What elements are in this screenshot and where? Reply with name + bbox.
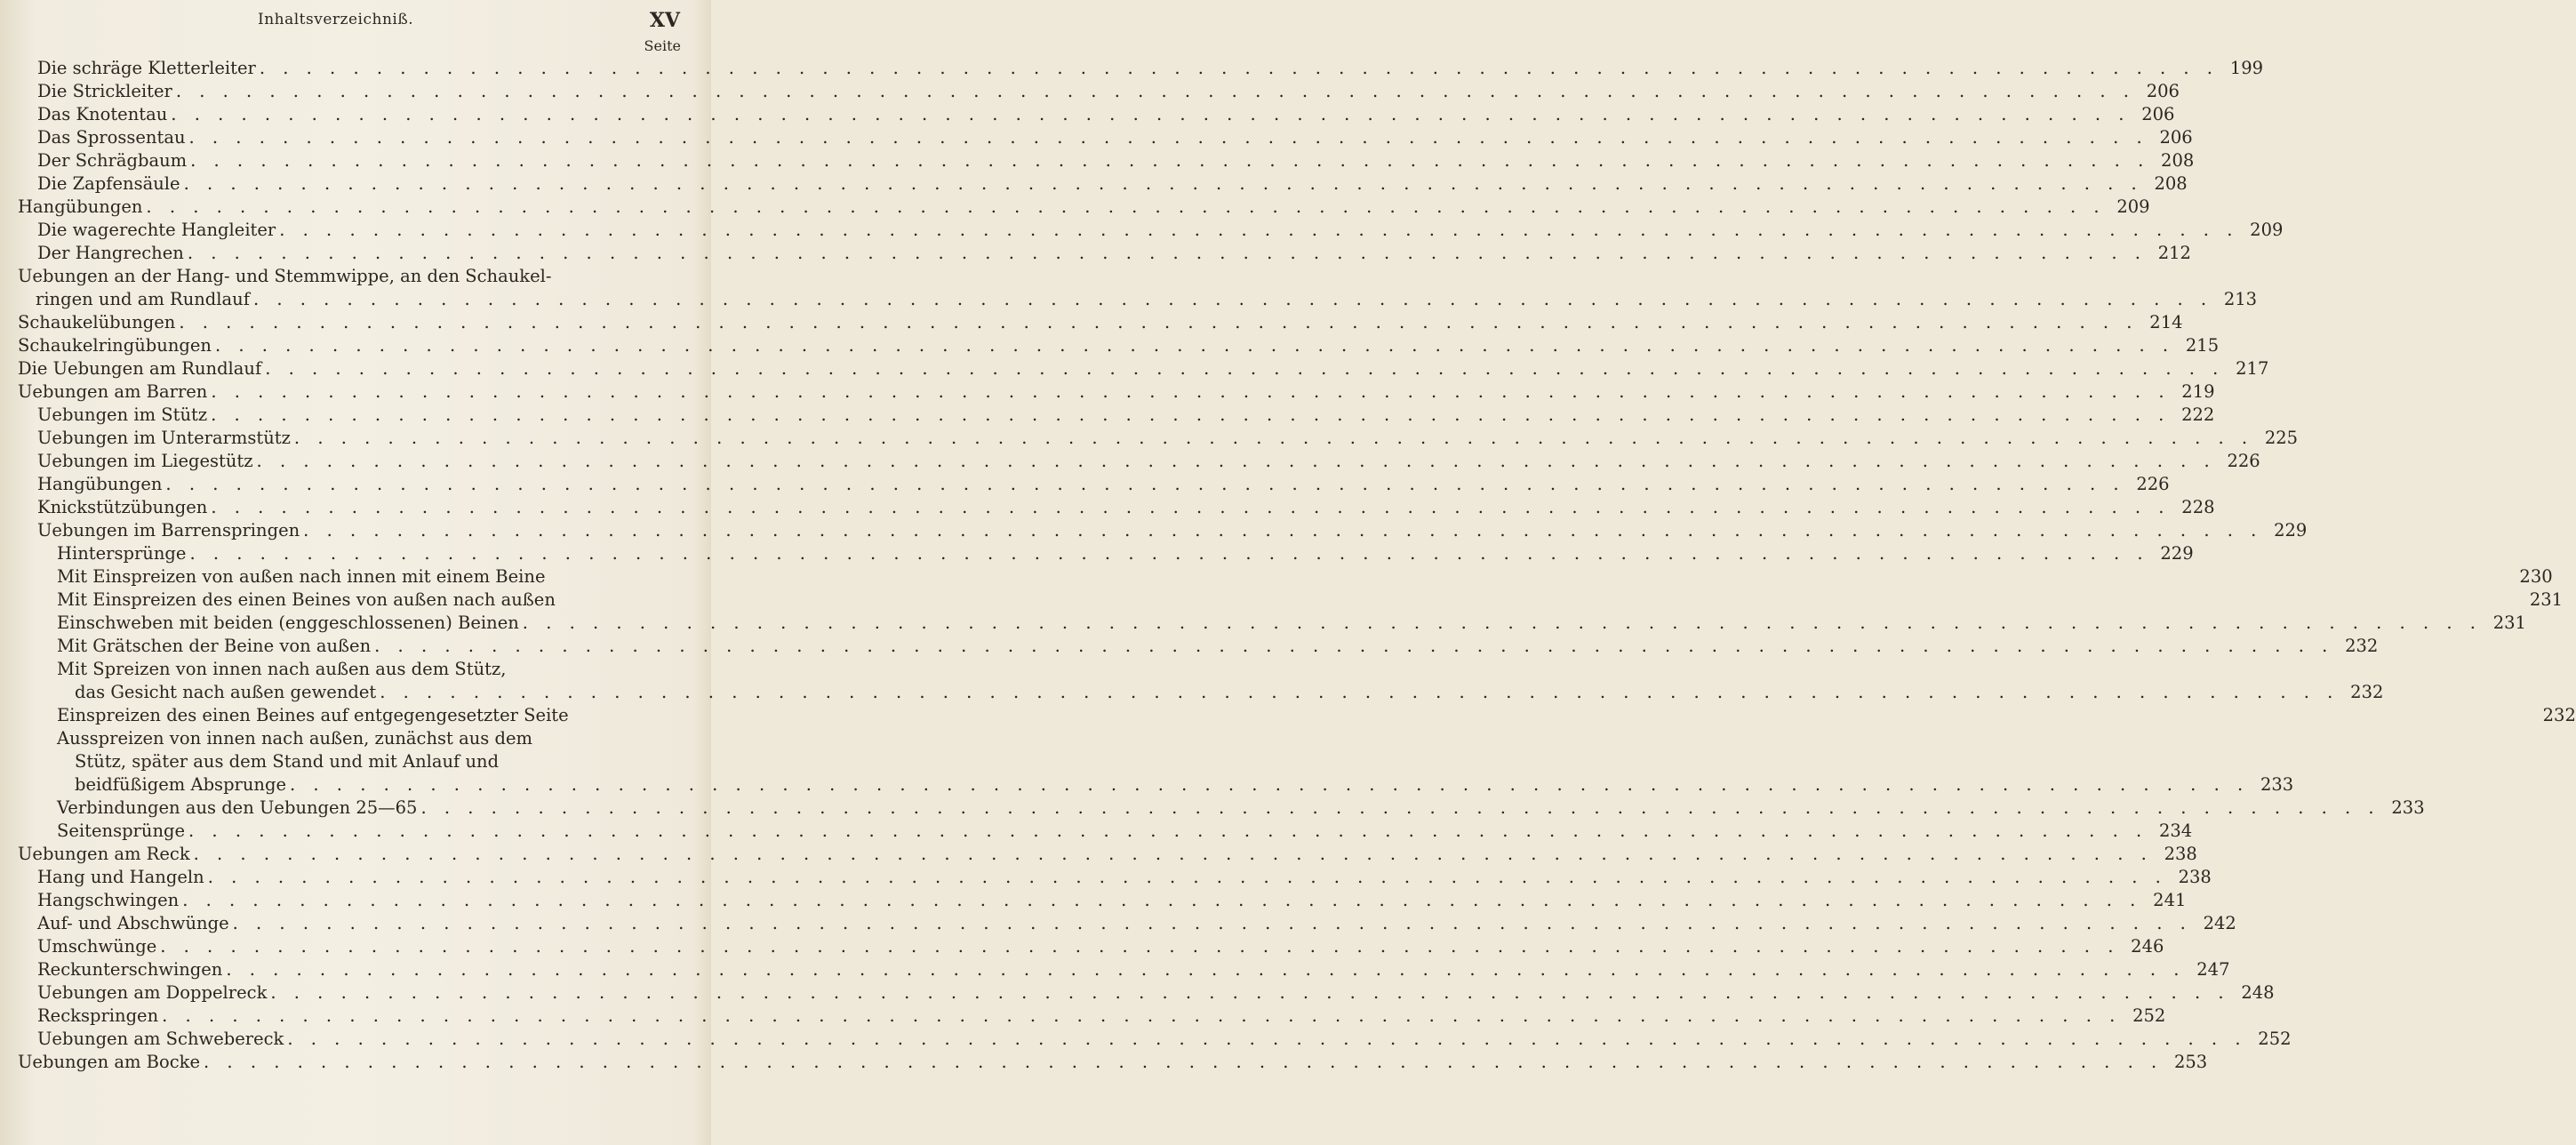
toc-entry [18, 149, 2195, 172]
toc-entry-page: 241 [2153, 890, 2187, 910]
toc-entry-page: 212 [2157, 243, 2191, 263]
toc-entry-page: 229 [2274, 520, 2308, 540]
toc-entry-page: 226 [2136, 474, 2170, 494]
toc-entry-page: 238 [2164, 844, 2197, 864]
toc-entry-page: 232 [2345, 636, 2379, 656]
toc-entry-page: 246 [2131, 936, 2164, 957]
toc-entry-title: Uebungen im Stütz [37, 404, 208, 425]
toc-entry-page: 206 [2141, 104, 2175, 124]
dot-leader [257, 450, 2216, 473]
toc-entry [18, 265, 2258, 311]
toc-entry-page: 230 [2519, 566, 2553, 587]
toc-entry [18, 843, 2197, 866]
toc-entry-page: 208 [2161, 150, 2195, 171]
toc-entry-title: beidfüßigem Absprunge [75, 774, 287, 795]
toc-entry-page: 231 [2529, 589, 2564, 610]
page-number: XV [649, 9, 680, 32]
toc-entry [18, 57, 2264, 80]
toc-entry-title: Die schräge Kletterleiter [37, 58, 256, 78]
toc-entry-title: Schaukelringübungen [18, 335, 212, 356]
toc-entry-title: Uebungen am Doppelreck [37, 982, 268, 1003]
toc-entry [18, 797, 2425, 820]
page-column-heading: Seite [644, 37, 681, 54]
toc-entry-page: 209 [2250, 220, 2284, 240]
toc-entry-title: Hintersprünge [57, 543, 187, 564]
toc-entry-title: Seitensprünge [57, 821, 186, 841]
toc-entry [18, 172, 2188, 196]
toc-entry [18, 727, 2294, 797]
toc-entry-page: 209 [2116, 196, 2150, 217]
toc-entry [18, 334, 2220, 357]
toc-entry-title: Uebungen im Barrenspringen [37, 520, 300, 540]
toc-entry-title: Uebungen am Barren [18, 381, 208, 402]
dot-leader [265, 357, 2224, 380]
dot-leader [290, 773, 2249, 797]
toc-entry-page: 226 [2227, 451, 2260, 471]
dot-leader [162, 1005, 2121, 1028]
toc-entry-page: 238 [2178, 867, 2212, 887]
toc-entry-page: 247 [2196, 959, 2230, 980]
running-title: Inhaltsverzeichniß. [258, 11, 414, 28]
toc-entry-title: Hangübungen [37, 474, 163, 494]
dot-leader [190, 149, 2149, 172]
toc-entry-title: Uebungen am Reck [18, 844, 190, 864]
dot-leader [211, 380, 2170, 404]
dot-leader [176, 80, 2135, 103]
toc-entry [18, 519, 2308, 542]
dot-leader [194, 843, 2153, 866]
toc-entry [18, 1051, 2208, 1074]
dot-leader [374, 635, 2333, 658]
toc-entry [18, 958, 2230, 981]
toc-entry-page: 234 [2158, 821, 2193, 841]
toc-entry [18, 427, 2299, 450]
toc-entry [18, 242, 2191, 265]
dot-leader [294, 427, 2253, 450]
dot-leader [171, 103, 2130, 126]
dot-leader [208, 866, 2167, 889]
dot-leader [146, 196, 2105, 219]
toc-entry [18, 612, 2526, 635]
toc-entry [18, 404, 2215, 427]
toc-entry [18, 589, 2564, 612]
toc-entry-title: das Gesicht nach außen gewendet [75, 682, 377, 702]
toc-entry-page: 199 [2229, 58, 2264, 78]
toc-entry-title: Knickstützübungen [37, 497, 208, 517]
toc-entry-title: Hangschwingen [37, 890, 180, 910]
toc-entry-page: 228 [2181, 497, 2215, 517]
dot-leader [182, 889, 2141, 912]
toc-entry [18, 704, 2576, 727]
toc-entry [18, 889, 2187, 912]
dot-leader [188, 242, 2147, 265]
toc-entry-page: 233 [2391, 797, 2425, 818]
dot-leader [260, 57, 2219, 80]
dot-leader [184, 172, 2143, 196]
toc-entry-page: 206 [2146, 81, 2180, 101]
toc-entry [18, 473, 2170, 496]
toc-entry [18, 496, 2215, 519]
toc-entry [18, 658, 2384, 704]
toc-entry [18, 912, 2236, 935]
toc-entry [18, 357, 2269, 380]
toc-entry-title: Hang und Hangeln [37, 867, 204, 887]
toc-entry-title: Reckunterschwingen [37, 959, 223, 980]
toc-entry-title: Einspreizen des einen Beines auf entgegengesetzter Seite [57, 705, 569, 725]
toc-entry-page: 217 [2236, 358, 2269, 379]
toc-entry [18, 635, 2379, 658]
toc-entry-title: ringen und am Rundlauf [36, 289, 250, 309]
toc-entry-title: Das Knotentau [37, 104, 168, 124]
toc-entry-title: Der Hangrechen [37, 243, 184, 263]
toc-entry-title: Stütz, später aus dem Stand und mit Anlauf und [75, 751, 500, 772]
toc-entry-title: Umschwünge [37, 936, 157, 957]
toc-entry-page: 222 [2181, 404, 2215, 425]
toc-entry-title: Die Strickleiter [37, 81, 172, 101]
toc-entry [18, 981, 2275, 1005]
dot-leader [204, 1051, 2163, 1074]
dot-leader [189, 126, 2148, 149]
toc-entry-page: 232 [2350, 682, 2384, 702]
toc-entry-page: 219 [2181, 381, 2215, 402]
toc-entry-title: Auf- und Abschwünge [37, 913, 229, 933]
dot-leader [160, 935, 2119, 958]
toc-entry-title: Reckspringen [37, 1005, 159, 1026]
dot-leader [189, 542, 2148, 565]
dot-leader [211, 496, 2170, 519]
toc-entry-title: Schaukelübungen [18, 312, 176, 332]
toc-entry [18, 1028, 2292, 1051]
toc-entry-title: Mit Grätschen der Beine von außen [57, 636, 372, 656]
dot-leader [188, 820, 2148, 843]
dot-leader [303, 519, 2262, 542]
toc-entry-page: 225 [2264, 428, 2299, 448]
toc-entry-page: 242 [2203, 913, 2236, 933]
table-of-contents [18, 57, 2576, 1074]
toc-entry-page: 252 [2132, 1005, 2166, 1026]
toc-entry-title: Mit Einspreizen von außen nach innen mit einem Beine [57, 566, 546, 587]
toc-entry [18, 565, 2553, 589]
dot-leader [215, 334, 2174, 357]
toc-entry [18, 380, 2215, 404]
toc-entry-title: Verbindungen aus den Uebungen 25—65 [57, 797, 418, 818]
dot-leader [287, 1028, 2246, 1051]
toc-entry-title: Hangübungen [18, 196, 143, 217]
toc-entry-page: 214 [2149, 312, 2183, 332]
toc-entry [18, 1005, 2166, 1028]
toc-entry-page: 252 [2258, 1029, 2292, 1049]
dot-leader [211, 404, 2170, 427]
toc-entry [18, 820, 2193, 843]
toc-entry [18, 126, 2193, 149]
dot-leader [233, 912, 2192, 935]
toc-entry-page: 231 [2492, 613, 2526, 633]
toc-entry [18, 196, 2150, 219]
dot-leader [523, 612, 2482, 635]
toc-entry-title: Uebungen am Bocke [18, 1052, 201, 1072]
dot-leader [179, 311, 2138, 334]
toc-entry-title: Die wagerechte Hangleiter [37, 220, 276, 240]
toc-entry [18, 542, 2194, 565]
dot-leader [380, 681, 2339, 704]
toc-entry-page: 206 [2159, 127, 2193, 148]
toc-entry [18, 866, 2212, 889]
toc-entry-page: 233 [2260, 774, 2294, 795]
toc-entry [18, 80, 2180, 103]
toc-entry [18, 311, 2183, 334]
dot-leader [253, 288, 2212, 311]
toc-entry-title: Ausspreizen von innen nach außen, zunächst aus dem [57, 728, 532, 749]
toc-entry-page: 208 [2154, 173, 2188, 194]
toc-entry [18, 103, 2175, 126]
dot-leader [226, 958, 2185, 981]
toc-entry-title: Uebungen im Liegestütz [37, 451, 253, 471]
toc-entry-title: Die Uebungen am Rundlauf [18, 358, 262, 379]
toc-entry-page: 215 [2185, 335, 2220, 356]
toc-entry-title: Der Schrägbaum [37, 150, 188, 171]
toc-entry [18, 935, 2164, 958]
toc-entry-title: Einschweben mit beiden (enggeschlossenen) Beinen [57, 613, 519, 633]
toc-entry-page: 229 [2160, 543, 2194, 564]
dot-leader [270, 981, 2229, 1005]
toc-entry [18, 219, 2284, 242]
dot-leader [420, 797, 2380, 820]
dot-leader [279, 219, 2238, 242]
dot-leader [165, 473, 2124, 496]
toc-entry-page: 253 [2173, 1052, 2208, 1072]
toc-entry-page: 213 [2223, 289, 2258, 309]
toc-entry [18, 450, 2260, 473]
toc-entry-page: 232 [2542, 705, 2576, 725]
toc-entry-title: Das Sprossentau [37, 127, 186, 148]
toc-entry-title: Uebungen im Unterarmstütz [37, 428, 291, 448]
toc-entry-page: 248 [2241, 982, 2275, 1003]
page-header [0, 7, 711, 34]
toc-entry-title: Uebungen am Schwebereck [37, 1029, 284, 1049]
toc-entry-title: Mit Spreizen von innen nach außen aus dem Stütz, [57, 659, 507, 679]
toc-entry-title: Uebungen an der Hang- und Stemmwippe, an den Schaukel- [18, 266, 552, 286]
toc-entry-title: Mit Einspreizen des einen Beines von außen nach außen [57, 589, 556, 610]
toc-entry-title: Die Zapfensäule [37, 173, 180, 194]
